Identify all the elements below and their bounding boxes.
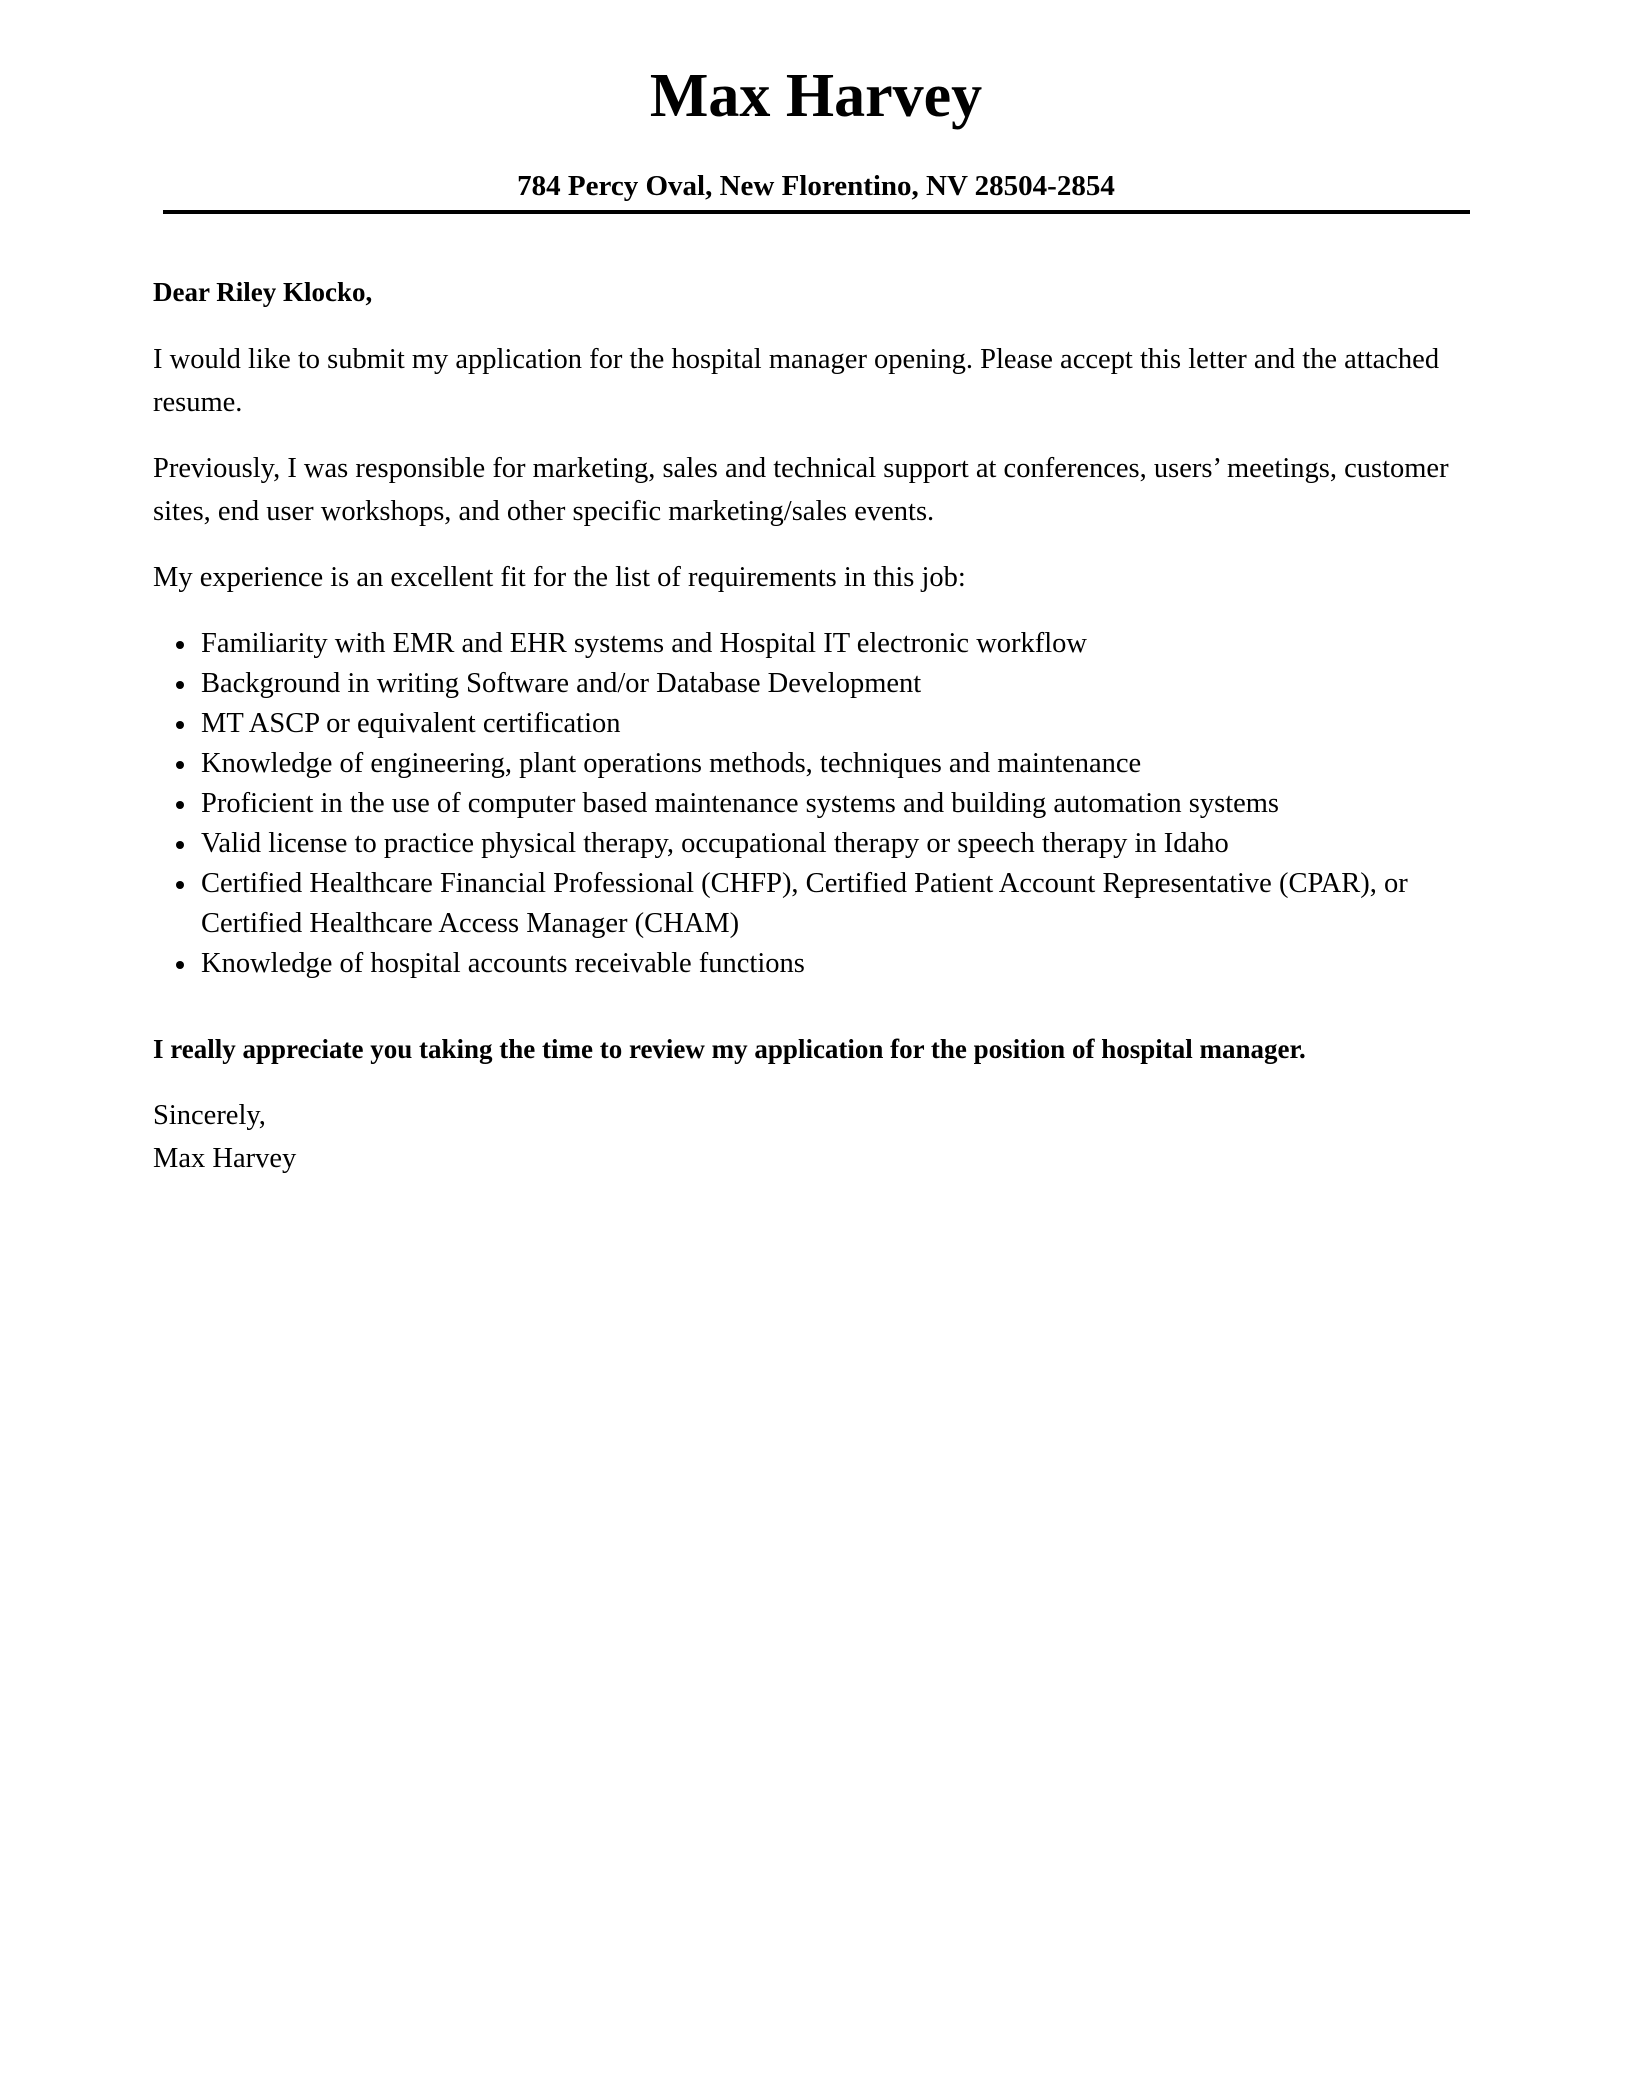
- list-item-text: Proficient in the use of computer based maintenance systems and building automation systems: [201, 788, 1280, 819]
- bullet-icon: [176, 961, 184, 969]
- requirements-list-container: [153, 624, 1473, 984]
- requirements-list: [153, 624, 1473, 984]
- paragraph-intro: I would like to submit my application for the hospital manager opening. Please accept this letter and the attached resume.: [153, 344, 1440, 418]
- list-item: [153, 824, 1473, 864]
- bullet-icon: [176, 801, 184, 809]
- header-divider: [163, 210, 1470, 214]
- list-item: [153, 864, 1473, 944]
- list-item-text: Knowledge of hospital accounts receivable functions: [201, 948, 805, 979]
- bullet-icon: [176, 641, 184, 649]
- signature: Max Harvey: [153, 1143, 297, 1174]
- list-item-text: Familiarity with EMR and EHR systems and Hospital IT electronic workflow: [201, 628, 1088, 659]
- list-item: [153, 704, 1473, 744]
- sign-off: Sincerely,: [153, 1100, 266, 1131]
- applicant-address: 784 Percy Oval, New Florentino, NV 28504-2854: [517, 170, 1115, 202]
- bullet-icon: [176, 841, 184, 849]
- list-item-text: Background in writing Software and/or Database Development: [201, 668, 922, 699]
- paragraph-requirements-intro: My experience is an excellent fit for the list of requirements in this job:: [153, 562, 966, 593]
- paragraph-experience: Previously, I was responsible for marketing, sales and technical support at conferences, users’ meetings, customer sites, end user workshops, and other specific marketing/sales events.: [153, 453, 1449, 527]
- list-item-text: Certified Healthcare Financial Professional (CHFP), Certified Patient Account Representative (CPAR), or Certified Healthcare Access Manager (CHAM): [201, 868, 1408, 939]
- salutation: Dear Riley Klocko,: [153, 277, 373, 307]
- applicant-name: Max Harvey: [649, 62, 983, 130]
- list-item-text: Valid license to practice physical therapy, occupational therapy or speech therapy in Idaho: [201, 828, 1229, 859]
- bullet-icon: [176, 761, 184, 769]
- list-item-text: MT ASCP or equivalent certification: [201, 708, 621, 739]
- closing-statement: I really appreciate you taking the time to review my application for the position of hospital manager.: [153, 1034, 1306, 1064]
- list-item: [153, 744, 1473, 784]
- list-item: [153, 944, 1473, 984]
- list-item: [153, 624, 1473, 664]
- list-item: [153, 784, 1473, 824]
- bullet-icon: [176, 721, 184, 729]
- list-item-text: Knowledge of engineering, plant operations methods, techniques and maintenance: [201, 748, 1142, 779]
- bullet-icon: [176, 681, 184, 689]
- bullet-icon: [176, 881, 184, 889]
- list-item: [153, 664, 1473, 704]
